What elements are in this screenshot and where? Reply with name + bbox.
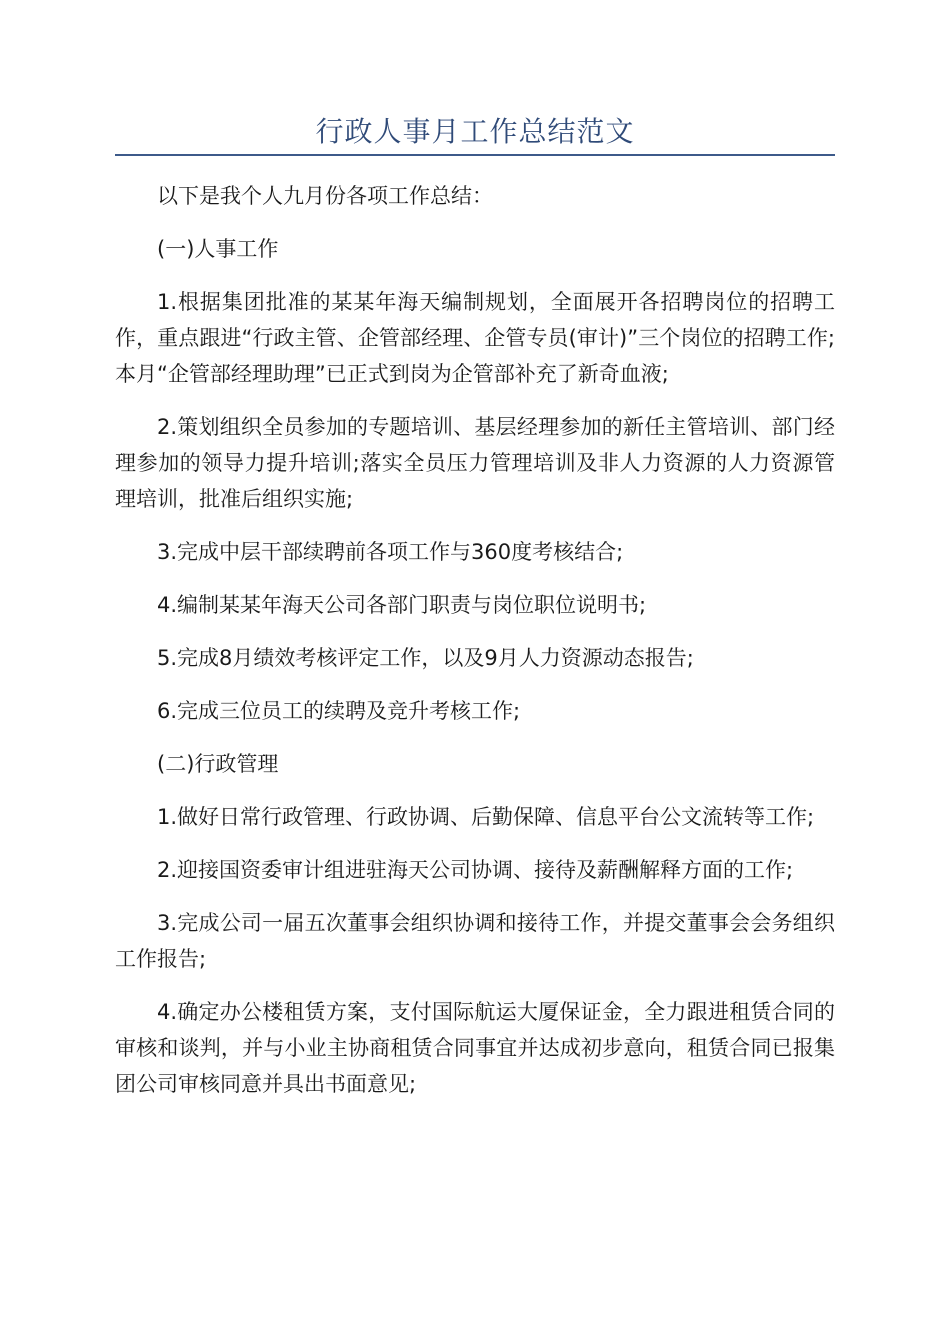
paragraph-admin-4: 4.确定办公楼租赁方案，支付国际航运大厦保证金，全力跟进租赁合同的审核和谈判，并与小业主协商租赁合同事宜并达成初步意向，租赁合同已报集团公司审核同意并具出书面意见;: [115, 1000, 835, 1096]
paragraph-personnel-2: 2.策划组织全员参加的专题培训、基层经理参加的新任主管培训、部门经理参加的领导力提升培训;落实全员压力管理培训及非人力资源的人力资源管理培训，批准后组织实施;: [115, 415, 835, 511]
paragraph-admin-2: 2.迎接国资委审计组进驻海天公司协调、接待及薪酬解释方面的工作;: [157, 858, 794, 882]
paragraph-personnel-5: 5.完成8月绩效考核评定工作，以及9月人力资源动态报告;: [157, 646, 694, 670]
paragraph-admin-3: 3.完成公司一届五次董事会组织协调和接待工作，并提交董事会会务组织工作报告;: [115, 911, 835, 971]
document-title: 行政人事月工作总结范文: [315, 115, 635, 148]
title-underline: [115, 154, 835, 156]
paragraph-personnel-1: 1.根据集团批准的某某年海天编制规划，全面展开各招聘岗位的招聘工作，重点跟进“行政主管、企管部经理、企管专员(审计)”三个岗位的招聘工作;本月“企管部经理助理”已正式到岗为企管部补充了新奇血液;: [115, 290, 835, 386]
section-heading-admin: (二)行政管理: [157, 752, 279, 776]
paragraph-personnel-3: 3.完成中层干部续聘前各项工作与360度考核结合;: [157, 540, 624, 564]
document-body: [115, 178, 835, 1119]
paragraph-personnel-6: 6.完成三位员工的续聘及竞升考核工作;: [157, 699, 521, 723]
paragraph-intro: 以下是我个人九月份各项工作总结：: [157, 184, 493, 208]
paragraph-admin-1: 1.做好日常行政管理、行政协调、后勤保障、信息平台公文流转等工作;: [157, 805, 815, 829]
paragraph-personnel-4: 4.编制某某年海天公司各部门职责与岗位职位说明书;: [157, 593, 647, 617]
section-heading-personnel: (一)人事工作: [157, 237, 279, 261]
